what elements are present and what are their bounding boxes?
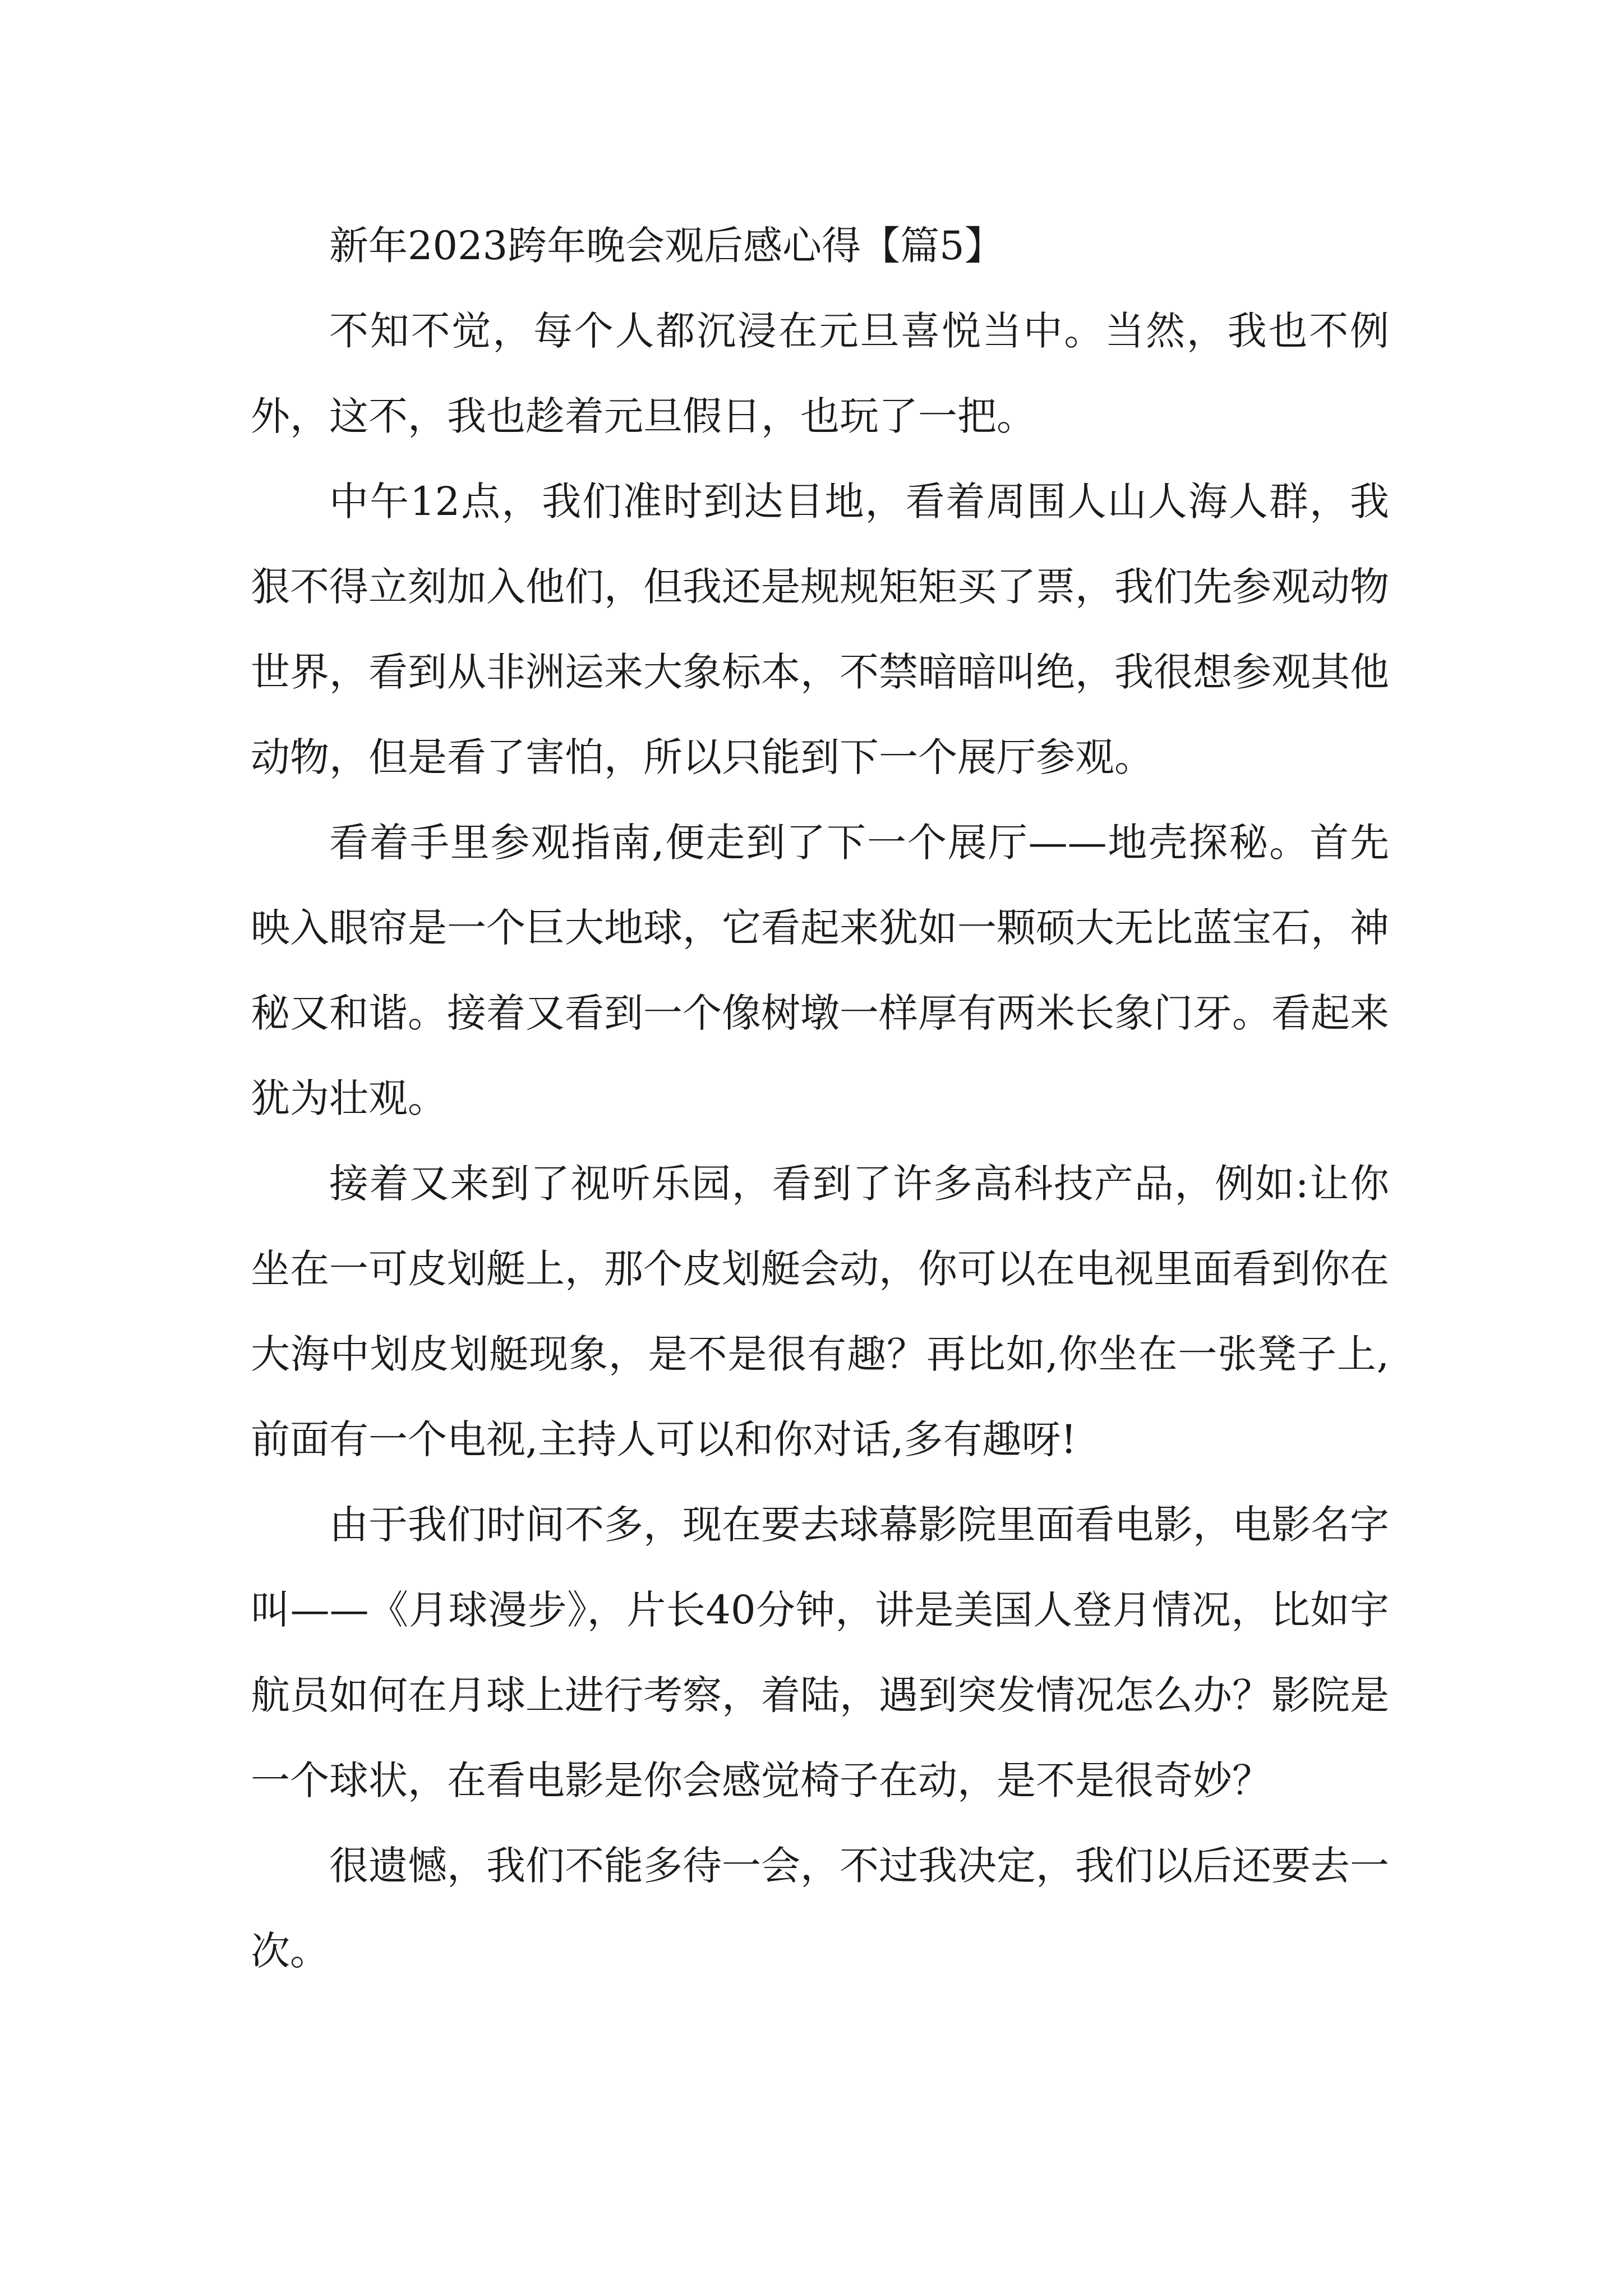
paragraph-2: 中午12点，我们准时到达目地，看着周围人山人海人群，我狠不得立刻加入他们，但我还是规规矩矩买了票，我们先参观动物世界，看到从非洲运来大象标本，不禁暗暗叫绝，我很想参观其他动物，但是看了害怕，所以只能到下一个展厅参观。	[251, 478, 1389, 780]
document-body	[251, 203, 1389, 1994]
paragraph-6: 很遗憾，我们不能多待一会，不过我决定，我们以后还要去一次。	[251, 1843, 1389, 1974]
paragraph-3: 看着手里参观指南,便走到了下一个展厅——地壳探秘。首先映入眼帘是一个巨大地球，它看起来犹如一颗硕大无比蓝宝石，神秘又和谐。接着又看到一个像树墩一样厚有两米长象门牙。看起来犹为壮观。	[251, 820, 1389, 1121]
paragraph-1: 不知不觉，每个人都沉浸在元旦喜悦当中。当然，我也不例外，这不，我也趁着元旦假日，也玩了一把。	[251, 308, 1389, 439]
document-title: 新年2023跨年晚会观后感心得【篇5】	[329, 223, 1004, 269]
paragraph-4: 接着又来到了视听乐园，看到了许多高科技产品，例如:让你坐在一可皮划艇上，那个皮划艇会动，你可以在电视里面看到你在大海中划皮划艇现象，是不是很有趣？再比如,你坐在一张凳子上,前面有一个电视,主持人可以和你对话,多有趣呀!	[251, 1161, 1389, 1462]
paragraph-5: 由于我们时间不多，现在要去球幕影院里面看电影，电影名字叫——《月球漫步》，片长40分钟，讲是美国人登月情况，比如宇航员如何在月球上进行考察，着陆，遇到突发情况怎么办？影院是一个球状，在看电影是你会感觉椅子在动，是不是很奇妙？	[251, 1502, 1389, 1803]
